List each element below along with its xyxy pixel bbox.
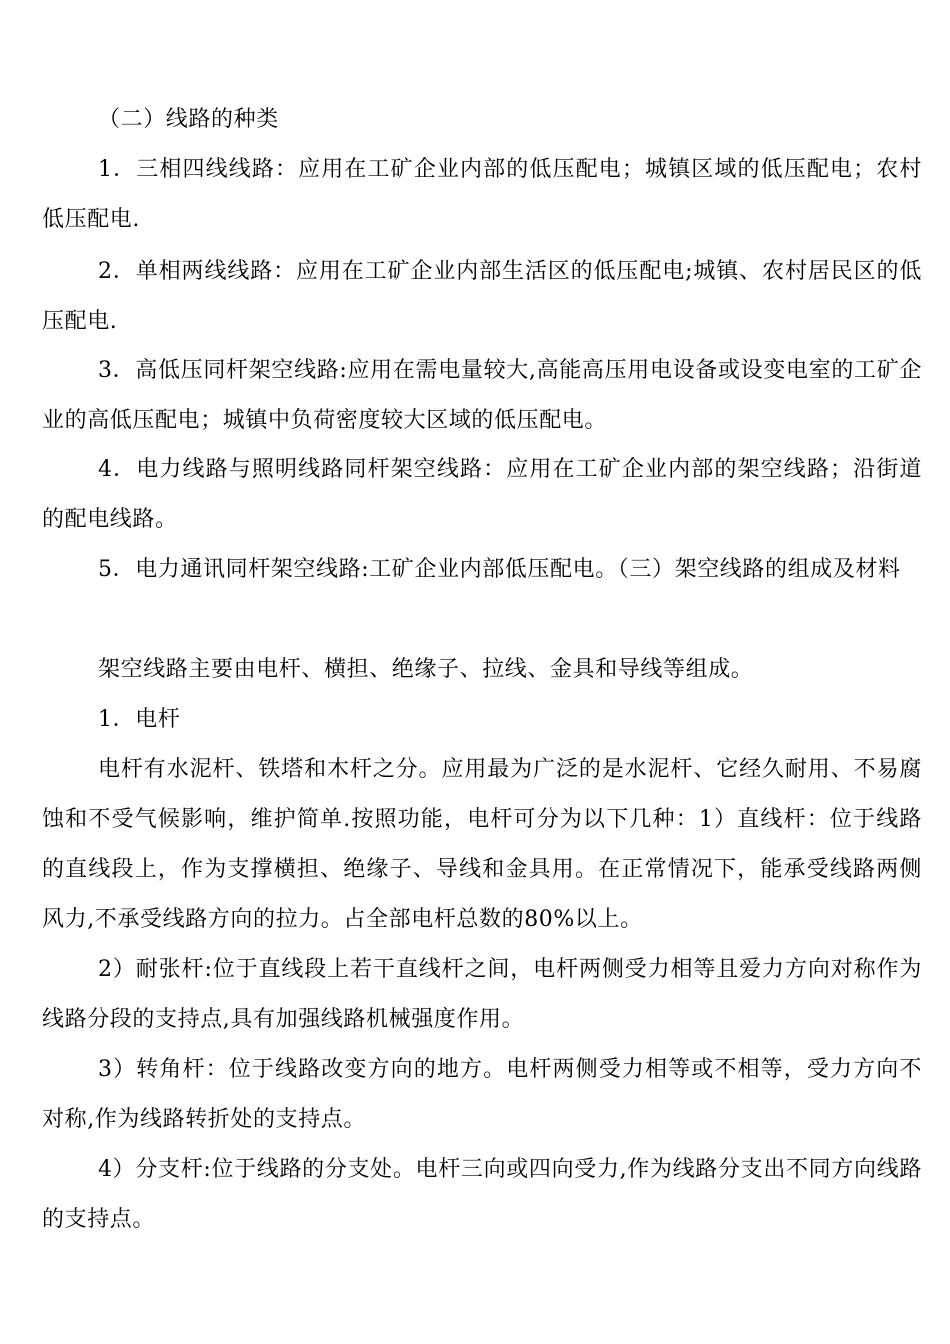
- paragraph-overview: 架空线路主要由电杆、横担、绝缘子、拉线、金具和导线等组成。: [98, 657, 754, 682]
- paragraph-item-1: 1．三相四线线路：应用在工矿企业内部的低压配电；城镇区域的低压配电；农村低压配电.: [42, 157, 922, 232]
- paragraph-item-5: 5．电力通讯同杆架空线路:工矿企业内部低压配电。（三）架空线路的组成及材料: [98, 557, 901, 582]
- paragraph-item-4: 4．电力线路与照明线路同杆架空线路：应用在工矿企业内部的架空线路；沿街道的配电线路。: [42, 457, 922, 532]
- section-heading-line-types: （二）线路的种类: [98, 107, 279, 132]
- subheading-pole: 1．电杆: [98, 707, 181, 732]
- paragraph-tension-pole: 2）耐张杆:位于直线段上若干直线杆之间，电杆两侧受力相等且爱力方向对称作为线路分段的支持点,具有加强线路机械强度作用。: [42, 957, 922, 1032]
- paragraph-branch-pole: 4）分支杆:位于线路的分支处。电杆三向或四向受力,作为线路分支出不同方向线路的支持点。: [42, 1157, 922, 1232]
- paragraph-pole-types: 电杆有水泥杆、铁塔和木杆之分。应用最为广泛的是水泥杆、它经久耐用、不易腐蚀和不受气候影响，维护简单.按照功能，电杆可分为以下几种：1）直线杆：位于线路的直线段上，作为支撑横担、绝缘子、导线和金具用。在正常情况下，能承受线路两侧风力,不承受线路方向的拉力。占全部电杆总数的80%以上。: [42, 757, 922, 932]
- paragraph-item-3: 3．高低压同杆架空线路:应用在需电量较大,高能高压用电设备或设变电室的工矿企业的高低压配电；城镇中负荷密度较大区域的低压配电。: [42, 358, 922, 433]
- paragraph-corner-pole: 3）转角杆：位于线路改变方向的地方。电杆两侧受力相等或不相等，受力方向不对称,作为线路转折处的支持点。: [42, 1057, 922, 1132]
- paragraph-item-2: 2．单相两线线路：应用在工矿企业内部生活区的低压配电;城镇、农村居民区的低压配电.: [42, 259, 922, 334]
